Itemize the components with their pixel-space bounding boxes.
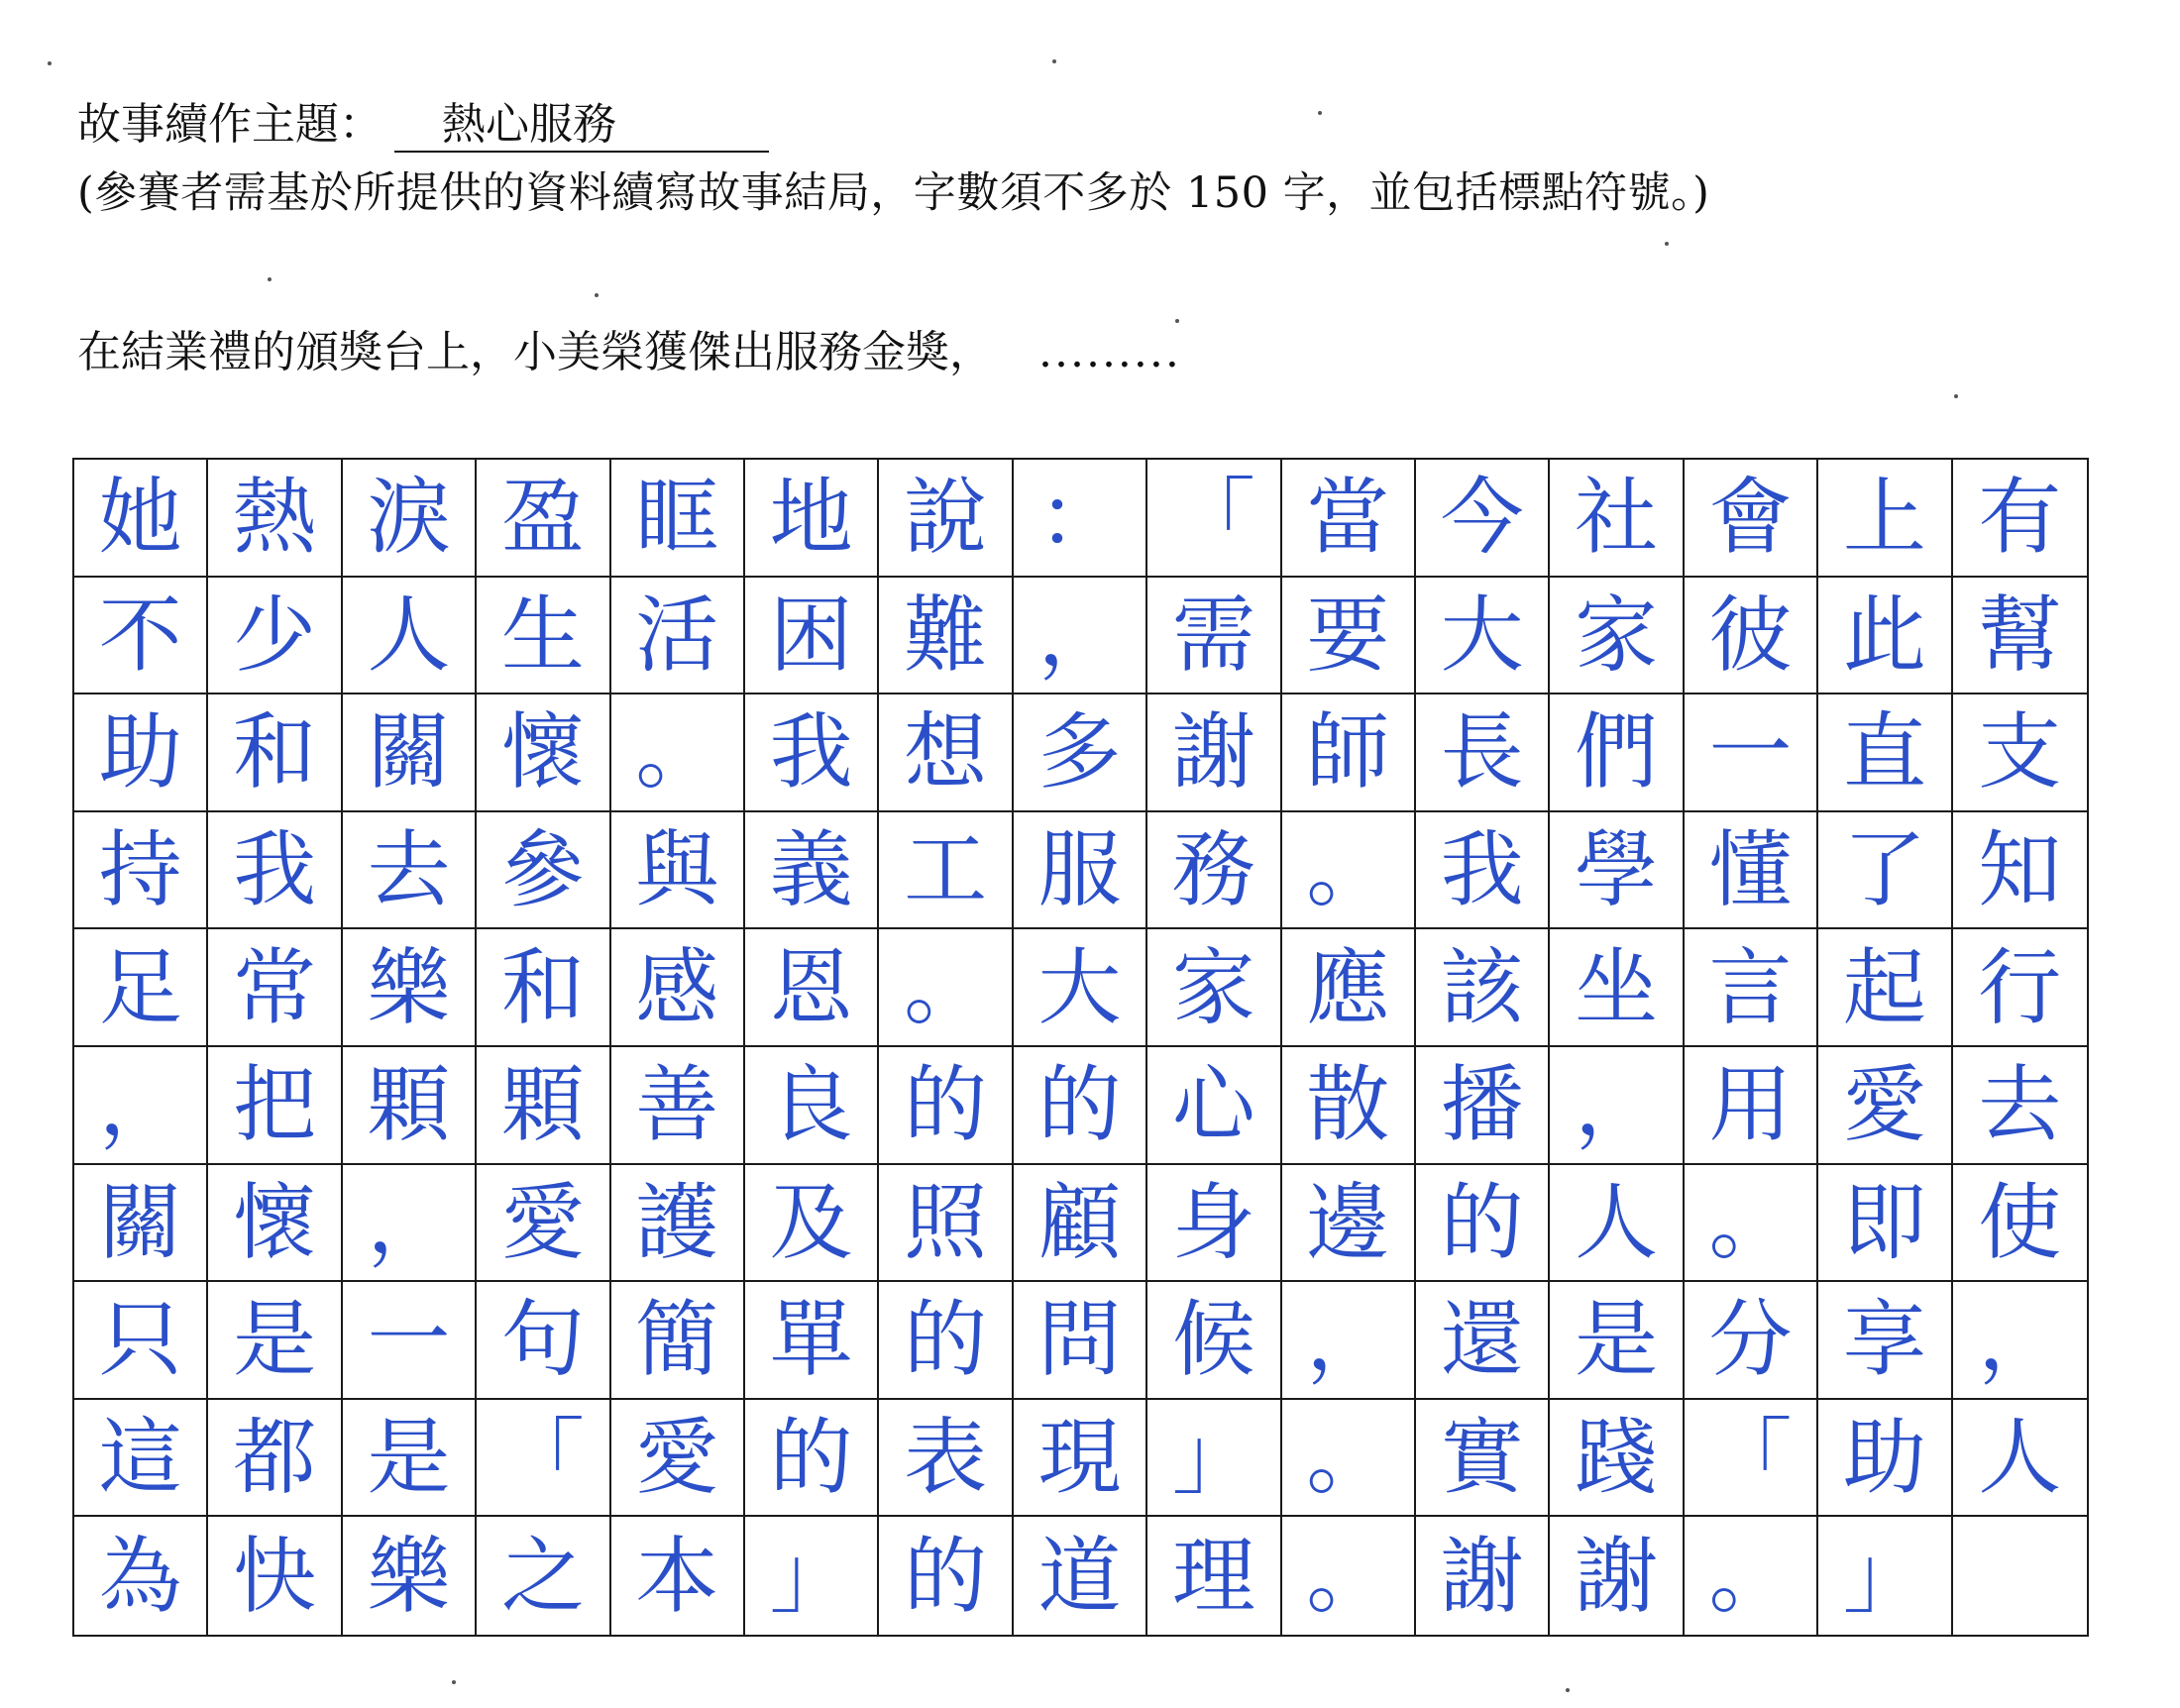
grid-cell: 問 [1014, 1282, 1147, 1400]
grid-cell: 多 [1014, 694, 1147, 812]
grid-cell: 即 [1818, 1165, 1952, 1283]
grid-cell: 學 [1550, 812, 1684, 930]
grid-cell: 困 [745, 578, 879, 695]
grid-cell: ， [1014, 578, 1147, 695]
grid-cell: 恩 [745, 929, 879, 1047]
grid-cell: 此 [1818, 578, 1952, 695]
scan-speck [1318, 111, 1322, 115]
grid-cell: 坐 [1550, 929, 1684, 1047]
grid-cell: 直 [1818, 694, 1952, 812]
grid-cell: 淚 [343, 460, 477, 578]
grid-cell: 起 [1818, 929, 1952, 1047]
grid-cell: 分 [1685, 1282, 1818, 1400]
grid-cell: ， [1953, 1282, 2087, 1400]
grid-cell: 單 [745, 1282, 879, 1400]
grid-cell: 使 [1953, 1165, 2087, 1283]
grid-cell: 難 [879, 578, 1013, 695]
grid-cell: 支 [1953, 694, 2087, 812]
grid-cell: 言 [1685, 929, 1818, 1047]
grid-cell: 顆 [343, 1047, 477, 1165]
grid-cell: 上 [1818, 460, 1952, 578]
grid-cell: 用 [1685, 1047, 1818, 1165]
grid-cell: 不 [74, 578, 208, 695]
grid-cell: 今 [1416, 460, 1550, 578]
grid-cell: 會 [1685, 460, 1818, 578]
grid-cell: 工 [879, 812, 1013, 930]
grid-cell: 是 [1550, 1282, 1684, 1400]
grid-cell: ， [343, 1165, 477, 1283]
grid-cell: 謝 [1550, 1517, 1684, 1635]
grid-cell: 懷 [208, 1165, 342, 1283]
grid-cell: 。 [1282, 1517, 1416, 1635]
grid-cell: 去 [343, 812, 477, 930]
grid-cell: 服 [1014, 812, 1147, 930]
grid-cell: 家 [1147, 929, 1281, 1047]
grid-cell: ， [1550, 1047, 1684, 1165]
grid-cell: 都 [208, 1400, 342, 1518]
grid-cell: 大 [1014, 929, 1147, 1047]
grid-cell: 句 [477, 1282, 610, 1400]
grid-cell: 愛 [611, 1400, 745, 1518]
grid-cell: ， [74, 1047, 208, 1165]
grid-cell: 這 [74, 1400, 208, 1518]
grid-cell: 心 [1147, 1047, 1281, 1165]
grid-cell: 的 [879, 1047, 1013, 1165]
grid-cell: 與 [611, 812, 745, 930]
grid-cell: 人 [343, 578, 477, 695]
grid-cell: 道 [1014, 1517, 1147, 1635]
grid-cell: 幫 [1953, 578, 2087, 695]
grid-cell: 說 [879, 460, 1013, 578]
grid-cell: 地 [745, 460, 879, 578]
grid-cell: 表 [879, 1400, 1013, 1518]
grid-cell: 身 [1147, 1165, 1281, 1283]
story-prompt: 在結業禮的頒獎台上，小美榮獲傑出服務金獎， [77, 327, 993, 377]
grid-cell: 為 [74, 1517, 208, 1635]
grid-cell: 邊 [1282, 1165, 1416, 1283]
grid-cell: 實 [1416, 1400, 1550, 1518]
grid-cell: 我 [1416, 812, 1550, 930]
grid-cell: 散 [1282, 1047, 1416, 1165]
scan-speck [1566, 1688, 1570, 1692]
grid-cell: 。 [1282, 812, 1416, 930]
grid-cell: 顧 [1014, 1165, 1147, 1283]
grid-cell: 感 [611, 929, 745, 1047]
grid-cell: 還 [1416, 1282, 1550, 1400]
grid-cell: 關 [343, 694, 477, 812]
grid-cell: 。 [611, 694, 745, 812]
grid-cell: 常 [208, 929, 342, 1047]
grid-cell: 候 [1147, 1282, 1281, 1400]
answer-grid [72, 458, 2089, 1637]
grid-cell: 義 [745, 812, 879, 930]
scan-speck [268, 277, 272, 281]
grid-cell: 享 [1818, 1282, 1952, 1400]
grid-cell: 務 [1147, 812, 1281, 930]
grid-cell: 大 [1416, 578, 1550, 695]
grid-cell: 「 [1685, 1400, 1818, 1518]
topic-value: 熱心服務 [394, 103, 769, 153]
grid-cell: 熱 [208, 460, 342, 578]
grid-cell: 一 [1685, 694, 1818, 812]
grid-cell: 我 [208, 812, 342, 930]
grid-cell: 現 [1014, 1400, 1147, 1518]
grid-cell: 懷 [477, 694, 610, 812]
grid-cell: 當 [1282, 460, 1416, 578]
grid-cell: 的 [879, 1517, 1013, 1635]
grid-cell: 和 [477, 929, 610, 1047]
grid-cell: 「 [477, 1400, 610, 1518]
grid-cell: 要 [1282, 578, 1416, 695]
grid-cell: 快 [208, 1517, 342, 1635]
grid-cell [1953, 1517, 2087, 1635]
grid-cell: 需 [1147, 578, 1281, 695]
topic-label: 故事續作主題： [77, 99, 382, 150]
scan-speck [1954, 394, 1958, 398]
grid-cell: 理 [1147, 1517, 1281, 1635]
grid-cell: 參 [477, 812, 610, 930]
grid-cell: 知 [1953, 812, 2087, 930]
scan-speck [595, 293, 599, 297]
grid-cell: 樂 [343, 929, 477, 1047]
grid-cell: 是 [343, 1400, 477, 1518]
grid-cell: 人 [1953, 1400, 2087, 1518]
scan-speck [1665, 242, 1669, 246]
grid-cell: 播 [1416, 1047, 1550, 1165]
grid-cell: 「 [1147, 460, 1281, 578]
topic-line [77, 99, 769, 153]
grid-cell: 」 [1818, 1517, 1952, 1635]
grid-cell: 的 [1014, 1047, 1147, 1165]
scan-speck [1052, 59, 1056, 63]
grid-cell: 本 [611, 1517, 745, 1635]
grid-cell: 我 [745, 694, 879, 812]
grid-cell: 之 [477, 1517, 610, 1635]
grid-cell: 持 [74, 812, 208, 930]
grid-cell: 眶 [611, 460, 745, 578]
grid-cell: 把 [208, 1047, 342, 1165]
grid-cell: 師 [1282, 694, 1416, 812]
grid-cell: 人 [1550, 1165, 1684, 1283]
grid-cell: 。 [1685, 1517, 1818, 1635]
grid-cell: 簡 [611, 1282, 745, 1400]
grid-cell: 。 [1685, 1165, 1818, 1283]
grid-cell: 生 [477, 578, 610, 695]
grid-cell: 少 [208, 578, 342, 695]
grid-cell: 是 [208, 1282, 342, 1400]
grid-cell: 該 [1416, 929, 1550, 1047]
grid-cell: 護 [611, 1165, 745, 1283]
grid-cell: 關 [74, 1165, 208, 1283]
grid-cell: 們 [1550, 694, 1684, 812]
grid-cell: 社 [1550, 460, 1684, 578]
grid-cell: 去 [1953, 1047, 2087, 1165]
grid-cell: 一 [343, 1282, 477, 1400]
grid-cell: 長 [1416, 694, 1550, 812]
grid-cell: 了 [1818, 812, 1952, 930]
grid-cell: 謝 [1147, 694, 1281, 812]
grid-cell: 」 [1147, 1400, 1281, 1518]
grid-cell: 」 [745, 1517, 879, 1635]
grid-cell: 。 [879, 929, 1013, 1047]
grid-cell: 想 [879, 694, 1013, 812]
grid-cell: 足 [74, 929, 208, 1047]
grid-cell: 盈 [477, 460, 610, 578]
grid-cell: 她 [74, 460, 208, 578]
grid-cell: 應 [1282, 929, 1416, 1047]
grid-cell: 顆 [477, 1047, 610, 1165]
grid-cell: 善 [611, 1047, 745, 1165]
grid-cell: 助 [1818, 1400, 1952, 1518]
grid-cell: 照 [879, 1165, 1013, 1283]
grid-cell: 行 [1953, 929, 2087, 1047]
grid-cell: 活 [611, 578, 745, 695]
prompt-ellipsis: ......... [1038, 327, 1181, 377]
grid-cell: 踐 [1550, 1400, 1684, 1518]
story-prompt-line [77, 327, 1181, 377]
grid-cell: 。 [1282, 1400, 1416, 1518]
grid-cell: 只 [74, 1282, 208, 1400]
grid-cell: 愛 [1818, 1047, 1952, 1165]
grid-cell: 愛 [477, 1165, 610, 1283]
grid-cell: ： [1014, 460, 1147, 578]
grid-cell: 的 [745, 1400, 879, 1518]
scan-speck [452, 1680, 456, 1684]
grid-cell: 和 [208, 694, 342, 812]
grid-cell: 有 [1953, 460, 2087, 578]
grid-cell: 樂 [343, 1517, 477, 1635]
grid-cell: 懂 [1685, 812, 1818, 930]
grid-cell: 及 [745, 1165, 879, 1283]
grid-cell: 彼 [1685, 578, 1818, 695]
grid-cell: 的 [1416, 1165, 1550, 1283]
grid-cell: 的 [879, 1282, 1013, 1400]
grid-cell: 謝 [1416, 1517, 1550, 1635]
instruction-text: (參賽者需基於所提供的資料續寫故事結局，字數須不多於 150 字，並包括標點符號。) [77, 168, 1710, 218]
scan-speck [1175, 319, 1179, 323]
scan-speck [48, 61, 52, 65]
grid-cell: 助 [74, 694, 208, 812]
grid-cell: ， [1282, 1282, 1416, 1400]
grid-cell: 良 [745, 1047, 879, 1165]
grid-cell: 家 [1550, 578, 1684, 695]
